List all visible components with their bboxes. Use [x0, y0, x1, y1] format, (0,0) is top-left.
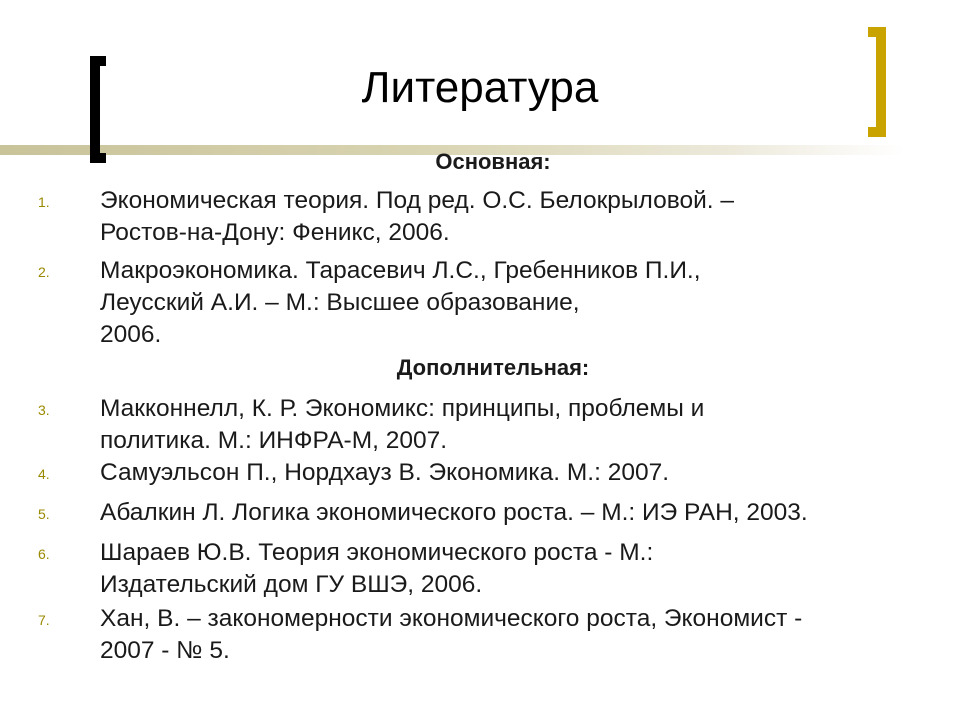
- list-text: Хан, В. – закономерности экономического роста, Экономист - 2007 - № 5.: [100, 605, 803, 664]
- left-bracket-decoration: [90, 56, 106, 163]
- section-heading-main: Основная:: [435, 149, 551, 174]
- list-text: Самуэльсон П., Нордхауз В. Экономика. М.: 2007.: [100, 459, 670, 486]
- list-text: Шараев Ю.В. Теория экономического роста - М.: Издательский дом ГУ ВШЭ, 2006.: [100, 539, 654, 598]
- list-number: 3.: [38, 402, 50, 418]
- section-heading-extra: Дополнительная:: [396, 355, 590, 380]
- list-number: 5.: [38, 506, 50, 522]
- slide-title: Литература: [361, 63, 599, 112]
- list-text: Экономическая теория. Под ред. О.С. Белокрыловой. – Ростов-на-Дону: Феникс, 2006.: [100, 187, 735, 246]
- list-number: 7.: [38, 612, 50, 628]
- list-number: 2.: [38, 264, 50, 280]
- list-number: 1.: [38, 194, 50, 210]
- list-text: Абалкин Л. Логика экономического роста. – М.: ИЭ РАН, 2003.: [100, 499, 808, 526]
- list-number: 6.: [38, 546, 50, 562]
- list-text: Макконнелл, К. Р. Экономикс: принципы, проблемы и политика. М.: ИНФРА-М, 2007.: [100, 395, 705, 454]
- right-bracket-decoration: [868, 27, 886, 137]
- list-number: 4.: [38, 466, 50, 482]
- list-text: Макроэкономика. Тарасевич Л.С., Гребенников П.И., Леусский А.И. – М.: Высшее образование, 2006.: [100, 257, 701, 348]
